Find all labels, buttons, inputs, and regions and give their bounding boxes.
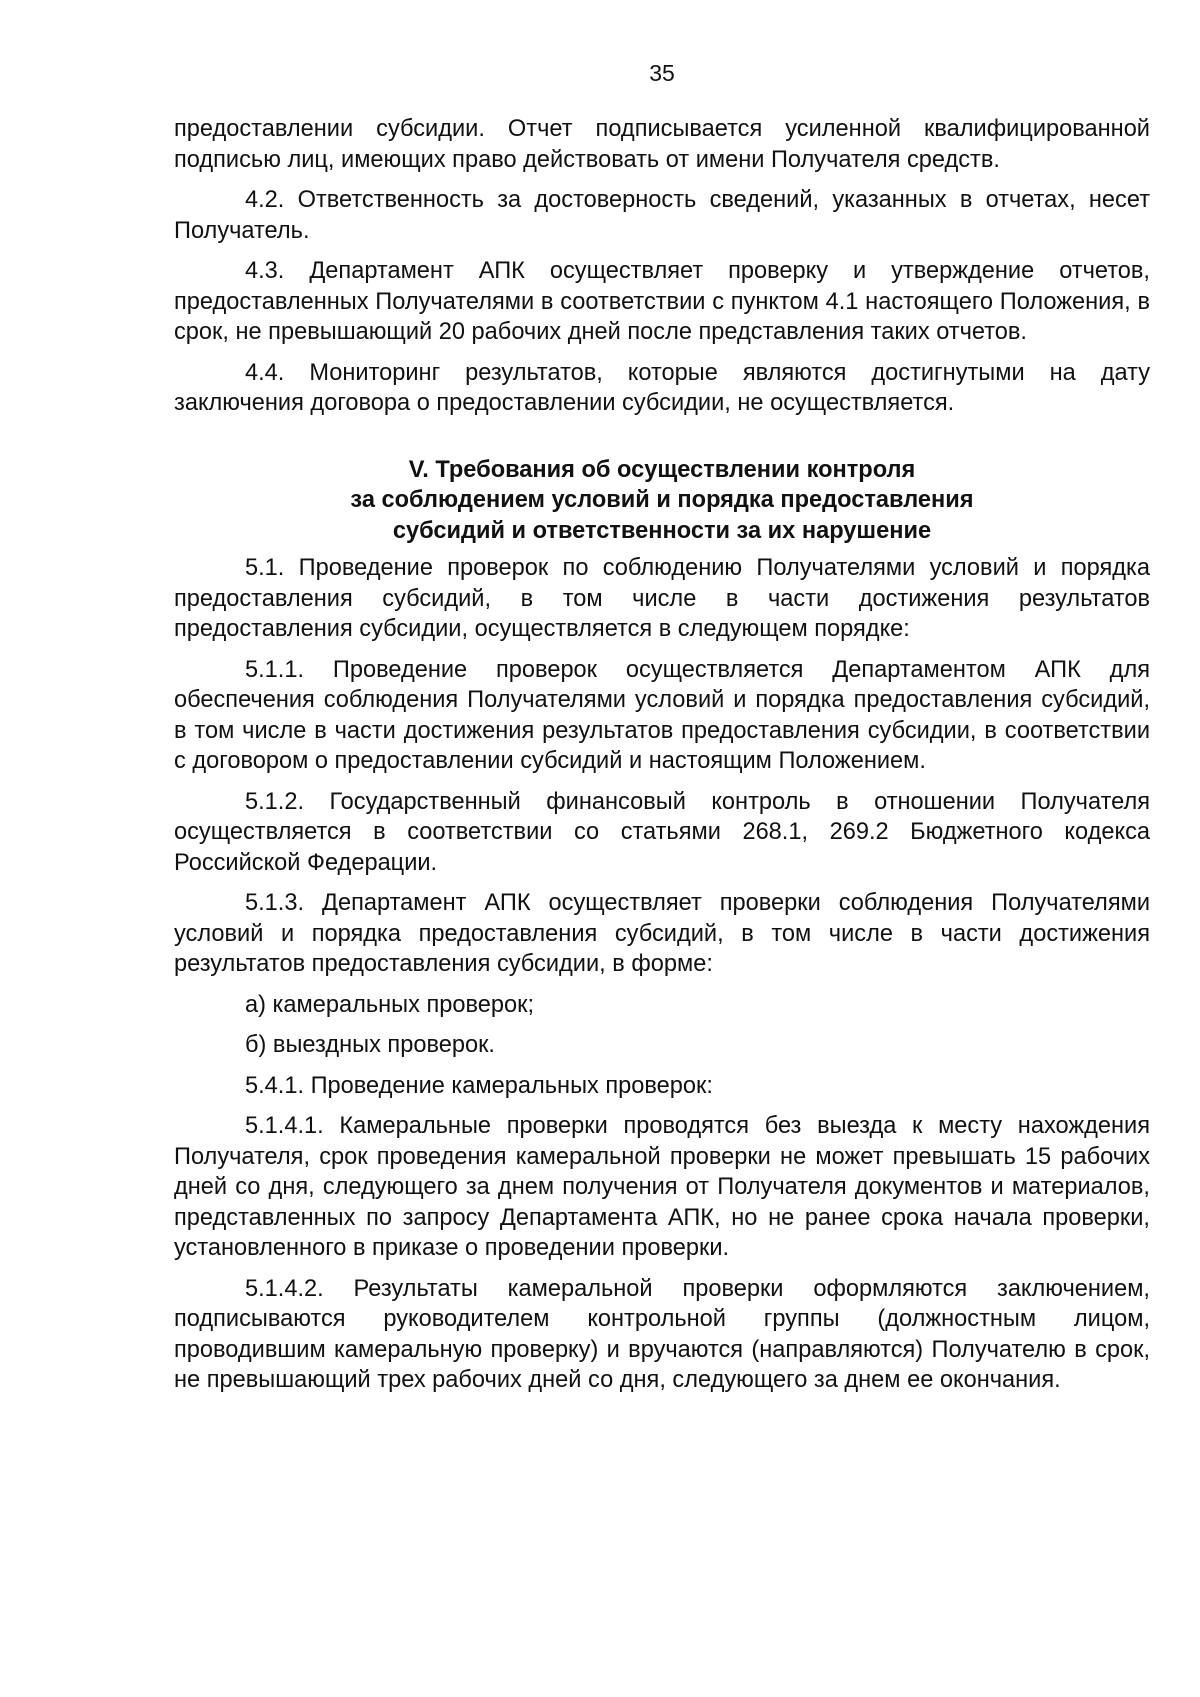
list-item-b: б) выездных проверок. <box>245 1032 495 1058</box>
paragraph-5-1-3: 5.1.3. Департамент АПК осуществляет проверки соблюдения Получателями условий и порядка предоставления субсидий, в том числе в части достижения результатов предоставления субсидии, в форме: <box>174 890 1150 977</box>
paragraph-5-1-4-1: 5.1.4.1. Камеральные проверки проводятся без выезда к месту нахождения Получателя, срок проведения камеральной проверки не может превышать 15 рабочих дней со дня, следующего за днем получения от Получателя документов и материалов, представленных по запросу Департамента АПК, но не ранее срока начала проверки, установленного в приказе о проведении проверки. <box>174 1113 1150 1261</box>
paragraph-4-4: 4.4. Мониторинг результатов, которые являются достигнутыми на дату заключения договора о предоставлении субсидии, не осуществляется. <box>174 359 1150 416</box>
section-heading-line-3: субсидий и ответственности за их нарушение <box>392 517 932 544</box>
section-heading-line-1: V. Требования об осуществлении контроля <box>408 456 916 483</box>
paragraph-continuation: предоставлении субсидии. Отчет подписывается усиленной квалифицированной подписью лиц, имеющих право действовать от имени Получателя средств. <box>174 116 1150 173</box>
list-item-a: а) камеральных проверок; <box>245 991 535 1018</box>
document-body <box>174 114 1150 1396</box>
paragraph-5-1: 5.1. Проведение проверок по соблюдению Получателями условий и порядка предоставления субсидий, в том числе в части достижения результатов предоставления субсидии, осуществляется в следующем порядке: <box>174 555 1150 642</box>
page-number: 35 <box>649 60 675 86</box>
section-heading-line-2: за соблюдением условий и порядка предоставления <box>350 487 974 513</box>
paragraph-5-1-2: 5.1.2. Государственный финансовый контроль в отношении Получателя осуществляется в соответствии со статьями 268.1, 269.2 Бюджетного кодекса Российской Федерации. <box>174 788 1150 876</box>
paragraph-4-3: 4.3. Департамент АПК осуществляет проверку и утверждение отчетов, предоставленных Получателями в соответствии с пунктом 4.1 настоящего Положения, в срок, не превышающий 20 рабочих дней после представления таких отчетов. <box>174 258 1150 345</box>
paragraph-4-2: 4.2. Ответственность за достоверность сведений, указанных в отчетах, несет Получатель. <box>174 187 1150 244</box>
section-heading <box>174 455 1150 547</box>
paragraph-5-1-1: 5.1.1. Проведение проверок осуществляется Департаментом АПК для обеспечения соблюдения Получателями условий и порядка предоставления субсидий, в том числе в части достижения результатов предоставления субсидии, в соответствии с договором о предоставлении субсидий и настоящим Положением. <box>174 656 1150 774</box>
paragraph-5-4-1: 5.4.1. Проведение камеральных проверок: <box>245 1072 713 1099</box>
paragraph-5-1-4-2: 5.1.4.2. Результаты камеральной проверки оформляются заключением, подписываются руководителем контрольной группы (должностным лицом, проводившим камеральную проверку) и вручаются (направляются) Получателю в срок, не превышающий трех рабочих дней со дня, следующего за днем ее окончания. <box>174 1275 1150 1393</box>
